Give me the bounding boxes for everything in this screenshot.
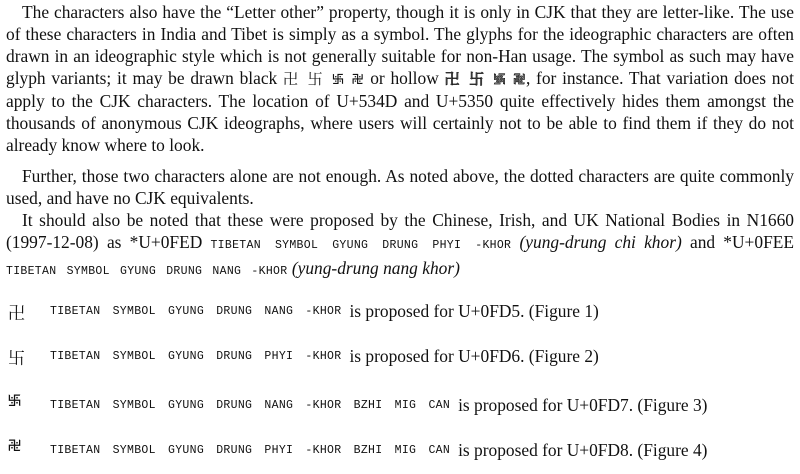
proposal-text: is proposed for U+0FD5. (Figure 1) <box>349 300 599 321</box>
paragraph-letter-other <box>6 1 794 156</box>
hollow-symbol-glyphs: 卍 卐 ࿗ ࿘ <box>444 70 526 88</box>
left-facing-swastika-icon: 卐 <box>8 348 25 369</box>
character-name-nang-khor: TIBETAN SYMBOL GYUNG DRUNG NANG -KHOR <box>6 265 288 278</box>
proposal-row-0fd8 <box>8 436 788 464</box>
proposal-row-0fd5 <box>8 297 788 325</box>
transliteration-chi-khor: (yung-drung chi khor) <box>519 232 682 252</box>
proposal-row-0fd6 <box>8 342 788 370</box>
paragraph-further: Further, those two characters alone are not enough. As noted above, the dotted characters are quite commonly used, and have no CJK equivalents. <box>6 166 794 208</box>
paragraph-proposal-history <box>6 209 794 283</box>
paragraph-text-a: The characters also have the “Letter other” property, though it is only in CJK that they are letter-like. The use of these characters in India and Tibet is simply as a symbol. The glyphs for the ideographic characters are often drawn in an ideographic style which is not generally suitable for non-Han usage. The symbol as such may have glyph variants; it may be drawn black <box>6 2 794 88</box>
right-facing-swastika-icon: 卍 <box>8 303 25 324</box>
proposal-text: is proposed for U+0FD7. (Figure 3) <box>458 394 708 415</box>
paragraph-text-c: , for instance. That variation does not apply to the CJK characters. The location of U+534D and U+5350 quite effectively hides them amongst the thousands of anonymous CJK ideographs, where users will certainly not to be able to find them if they do not already know where to look. <box>6 68 794 155</box>
character-name: TIBETAN SYMBOL GYUNG DRUNG PHYI -KHOR BZHI MIG CAN <box>50 443 451 457</box>
character-name: TIBETAN SYMBOL GYUNG DRUNG PHYI -KHOR <box>50 349 342 363</box>
character-name: TIBETAN SYMBOL GYUNG DRUNG NANG -KHOR BZHI MIG CAN <box>50 398 451 412</box>
proposal-text: is proposed for U+0FD8. (Figure 4) <box>458 439 708 460</box>
dotted-left-facing-swastika-icon: ࿘ <box>8 436 22 456</box>
paragraph-text-b: or hollow <box>370 68 439 88</box>
paragraph-text-a: It should also be noted that these were proposed by the Chinese, Irish, and UK National Bodies in N1660 (1997-12-08) as *U+0FED <box>6 210 794 252</box>
proposal-text: is proposed for U+0FD6. (Figure 2) <box>349 345 599 366</box>
transliteration-nang-khor: (yung-drung nang khor) <box>291 258 460 278</box>
character-name: TIBETAN SYMBOL GYUNG DRUNG NANG -KHOR <box>50 304 342 318</box>
black-symbol-glyphs: 卍 卐 ࿗ ࿘ <box>283 70 365 88</box>
paragraph-text-b: and *U+0FEE <box>689 232 794 252</box>
proposal-row-0fd7 <box>8 391 788 419</box>
character-name-phyi-khor: TIBETAN SYMBOL GYUNG DRUNG PHYI -KHOR <box>210 239 512 252</box>
dotted-right-facing-swastika-icon: ࿗ <box>8 391 22 411</box>
